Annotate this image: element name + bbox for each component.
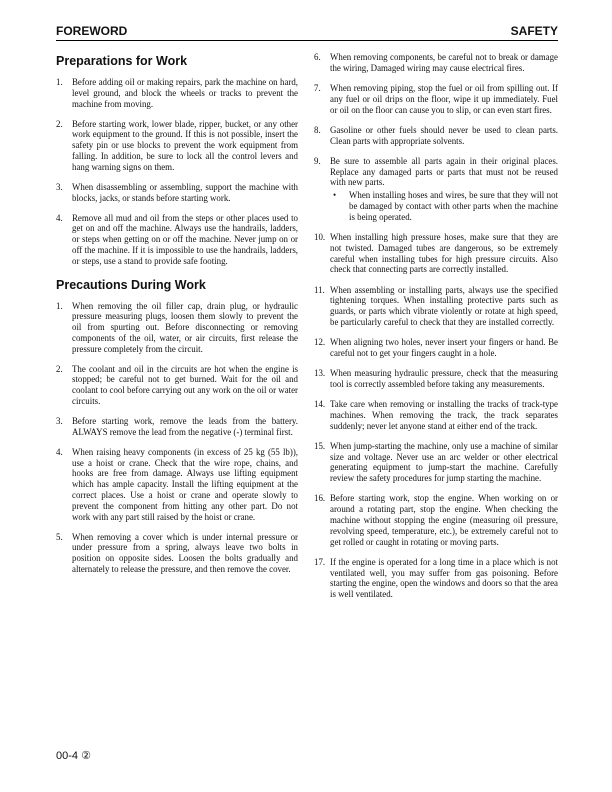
item-number: 13. xyxy=(314,368,326,379)
precautions-list-right xyxy=(314,52,558,600)
item-text: The coolant and oil in the circuits are hot when the engine is stopped; be careful not to get burned. Wait for the oil and coolant to cool before carrying out any work on the oil or water circuits. xyxy=(72,363,298,407)
item-number: 4. xyxy=(56,212,63,223)
header-chapter-title: SAFETY xyxy=(510,24,558,38)
item-number: 7. xyxy=(314,82,321,93)
item-text: When disassembling or assembling, support the machine with blocks, jacks, or stands before starting work. xyxy=(72,181,298,203)
item-text: When jump-starting the machine, only use a machine of similar size and voltage. Never use an arc welder or other electrical generating equipment to jump-start the machine. Carefully review the safety procedures for jump starting the machine. xyxy=(330,440,558,484)
page-header xyxy=(56,24,558,40)
sub-bullet-text: When installing hoses and wires, be sure that they will not be damaged by contact with other parts when the machine is being operated. xyxy=(349,190,558,222)
list-item xyxy=(56,182,298,204)
item-number: 6. xyxy=(314,52,321,62)
list-item xyxy=(314,337,558,359)
precautions-heading: Precautions During Work xyxy=(56,277,206,292)
item-number: 1. xyxy=(56,300,63,311)
item-number: 3. xyxy=(56,181,63,192)
item-text: Remove all mud and oil from the steps or other places used to get on and off the machine. Always use the handrails, ladders, or steps when getting on or off the machine. Never jump on or off the machine. If it is impossible to use the handrails, ladders, or steps, use a stand to provide safe footing. xyxy=(72,212,298,266)
header-divider xyxy=(56,40,558,41)
list-item xyxy=(314,285,558,328)
item-number: 3. xyxy=(56,416,63,427)
list-item xyxy=(314,125,558,147)
item-text: If the engine is operated for a long time in a place which is not ventilated well, you may suffer from gas poisoning. Before starting the engine, open the windows and doors so that the area is well ventilated. xyxy=(330,556,558,600)
list-item xyxy=(314,83,558,115)
item-number: 17. xyxy=(314,556,326,567)
item-number: 5. xyxy=(56,531,63,542)
list-item xyxy=(314,156,558,223)
list-item xyxy=(314,52,558,74)
item-number: 4. xyxy=(56,446,63,457)
list-item xyxy=(56,416,298,438)
list-item xyxy=(314,441,558,484)
item-text: Before starting work, remove the leads from the battery. ALWAYS remove the lead from the negative (-) terminal first. xyxy=(72,416,298,437)
sub-bullet-list xyxy=(330,190,558,222)
preparations-list xyxy=(56,77,298,267)
item-number: 1. xyxy=(56,77,63,87)
item-text: Be sure to assemble all parts again in their original places. Replace any damaged parts or parts that must not be reused with new parts. xyxy=(330,155,558,188)
item-text: Before adding oil or making repairs, park the machine on hard, level ground, and block the wheels or tracks to prevent the machine from moving. xyxy=(72,77,298,109)
item-text: When assembling or installing parts, always use the specified tightening torques. When installing protective parts such as guards, or parts which vibrate violently or rotate at high speed, be particularly careful to check that they are installed correctly. xyxy=(330,284,558,327)
bullet-icon: • xyxy=(333,190,337,201)
list-item xyxy=(314,557,558,600)
preparations-heading: Preparations for Work xyxy=(56,54,188,68)
item-text: When installing high pressure hoses, make sure that they are not twisted. Damaged tubes are dangerous, so be extremely careful when installing tubes for high pressure circuits. Also check that connecting parts are correctly installed. xyxy=(330,231,558,275)
list-item xyxy=(56,77,298,109)
item-text: Take care when removing or installing the tracks of track-type machines. When removing the track, the track separates suddenly; never let anyone stand at either end of the track. xyxy=(330,399,558,431)
list-item xyxy=(314,399,558,431)
item-number: 12. xyxy=(314,337,326,348)
item-number: 10. xyxy=(314,231,326,242)
item-text: When raising heavy components (in excess of 25 kg (55 lb)), use a hoist or crane. Check that the wire rope, chains, and hooks are free from damage. Always use lifting equipment which has ample capacity. Install the lifting equipment at the correct places. Use a hoist or crane and operate slowly to prevent the component from hitting any other part. Do not work with any part still raised by the hoist or crane. xyxy=(72,446,298,522)
item-number: 16. xyxy=(314,493,326,504)
item-number: 15. xyxy=(314,440,326,451)
item-text: When removing the oil filler cap, drain plug, or hydraulic pressure measuring plugs, loosen them slowly to prevent the oil from spurting out. Before disconnecting or removing components of the oil, water, or air circuits, first release the pressure completely from the circuit. xyxy=(72,300,298,354)
header-section-title: FOREWORD xyxy=(56,24,128,38)
list-item xyxy=(56,364,298,407)
item-number: 14. xyxy=(314,399,326,410)
list-item xyxy=(56,213,298,267)
list-item xyxy=(314,368,558,390)
list-item xyxy=(56,119,298,173)
list-item xyxy=(314,232,558,275)
list-item xyxy=(56,532,298,575)
item-text: When removing a cover which is under internal pressure or under pressure from a spring, always leave two bolts in position on opposite sides. Loosen the bolts gradually and alternately to release the pressure, and then remove the cover. xyxy=(72,531,298,574)
item-text: Before starting work, lower blade, ripper, bucket, or any other work equipment to the ground. If this is not possible, insert the safety pin or use blocks to prevent the work equipment from falling. In addition, be sure to lock all the control levers and hang warning signs on them. xyxy=(72,118,298,172)
item-text: Before starting work, stop the engine. When working on or around a rotating part, stop the engine. When checking the machine without stopping the engine (measuring oil pressure, revolving speed, temperature, etc.), be extremely careful not to get rolled or caught in rotating or moving parts. xyxy=(330,493,558,547)
item-number: 2. xyxy=(56,118,63,129)
list-item xyxy=(314,493,558,547)
item-text: When removing piping, stop the fuel or oil from spilling out. If any fuel or oil drips on the floor, wipe it up immediately. Fuel or oil on the floor can cause you to slip, or can even start fires. xyxy=(330,82,558,115)
item-text: When removing components, be careful not to break or damage the wiring, Damaged wiring may cause electrical fires. xyxy=(330,52,558,73)
page-number: 00-4 ② xyxy=(56,750,91,762)
item-number: 9. xyxy=(314,155,321,166)
item-number: 2. xyxy=(56,363,63,374)
item-number: 11. xyxy=(314,284,325,295)
item-number: 8. xyxy=(314,124,321,135)
item-text: Gasoline or other fuels should never be used to clean parts. Clean parts with appropriate solvents. xyxy=(330,124,558,146)
left-column xyxy=(56,50,298,584)
right-column xyxy=(314,52,558,609)
item-text: When aligning two holes, never insert your fingers or hand. Be careful not to get your fingers caught in a hole. xyxy=(330,337,558,358)
item-text: When measuring hydraulic pressure, check that the measuring tool is correctly assembled before taking any measurements. xyxy=(330,368,558,389)
precautions-list-left xyxy=(56,301,298,575)
sub-bullet-item xyxy=(330,190,558,222)
list-item xyxy=(56,447,298,523)
list-item xyxy=(56,301,298,355)
